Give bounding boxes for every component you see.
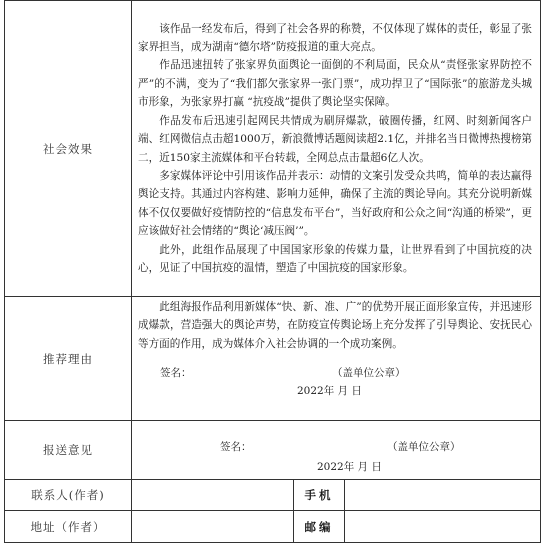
reason-seal-note: （盖单位公章） (332, 367, 406, 380)
social-effect-paragraph-5: 此外，此组作品展现了中国国家形象的传媒力量，让世界看到了中国抗疫的决心，见证了中国抗疫的温情，塑造了中国抗疫的国家形象。 (138, 243, 533, 274)
social-effect-paragraph-2: 作品迅速扭转了张家界负面舆论一面倒的不利局面，民众从“责怪张家界防控不严”的不满，变为了“我们都欠张家界一张门票”，成功捍卫了“国际张”的旅游龙头城市形象，为张家界打赢 “抗疫战”提供了舆论坚实保障。 (138, 59, 533, 109)
contact-value-field[interactable] (132, 480, 294, 511)
submit-opinion-row (5, 421, 541, 480)
reason-sign-label: 签名： (160, 367, 192, 380)
social-effect-content (132, 1, 541, 297)
social-effect-paragraph-1: 该作品一经发布后，得到了社会各界的称赞，不仅体现了媒体的责任，彰显了张家界担当，成为湖南“德尔塔”防疫报道的重大亮点。 (138, 22, 533, 54)
submit-sign-label: 签名： (220, 441, 252, 453)
submit-date: 2022年 月 日 (317, 461, 382, 473)
social-effect-label: 社会效果 (5, 1, 132, 297)
recommendation-form-table (4, 0, 541, 543)
submit-opinion-content (132, 421, 541, 480)
submit-opinion-label: 报送意见 (5, 421, 132, 480)
phone-value-field[interactable] (345, 480, 541, 511)
reason-label: 推荐理由 (5, 297, 132, 421)
submit-seal-note: （盖单位公章） (387, 441, 461, 453)
reason-content (132, 297, 541, 421)
address-value-field[interactable] (132, 511, 294, 543)
contact-row (5, 480, 541, 511)
address-row (5, 511, 541, 543)
social-effect-paragraph-3: 作品发布后迅速引起网民共情成为刷屏爆款，破圈传播，红网、时刻新闻客户端、红网微信点击超1000万，新浪微博话题阅读超2.1亿，并排名当日微博热搜榜第二，近150家主流媒体和平台转载，全网总点击量超6亿人次。 (138, 114, 533, 164)
reason-row (5, 297, 541, 421)
contact-label: 联系人(作者) (5, 480, 132, 511)
address-label: 地址（作者） (5, 511, 132, 543)
phone-label: 手机 (294, 480, 345, 511)
social-effect-row (5, 1, 541, 297)
postcode-label: 邮编 (294, 511, 345, 543)
social-effect-paragraph-4: 多家媒体评论中引用该作品并表示：动情的文案引发受众共鸣，简单的表达赢得舆论支持。其通过内容构建、影响力延伸，确保了主流的舆论导向。其充分说明新媒体不仅仅要做好疫情防控的“信息发布平台”，当好政府和公众之间“沟通的桥梁”，更应该做好社会情绪的“舆论‘减压阀’”。 (138, 169, 533, 238)
reason-date: 2022年 月 日 (297, 385, 362, 398)
reason-paragraph: 此组海报作品利用新媒体“快、新、准、广”的优势开展正面形象宣传，并迅速形成爆款，营造强大的舆论声势，在防疫宣传舆论场上充分发挥了引导舆论、安抚民心等方面的作用，成为媒体介入社会协调的一个成功案例。 (138, 301, 533, 350)
postcode-value-field[interactable] (345, 511, 541, 543)
